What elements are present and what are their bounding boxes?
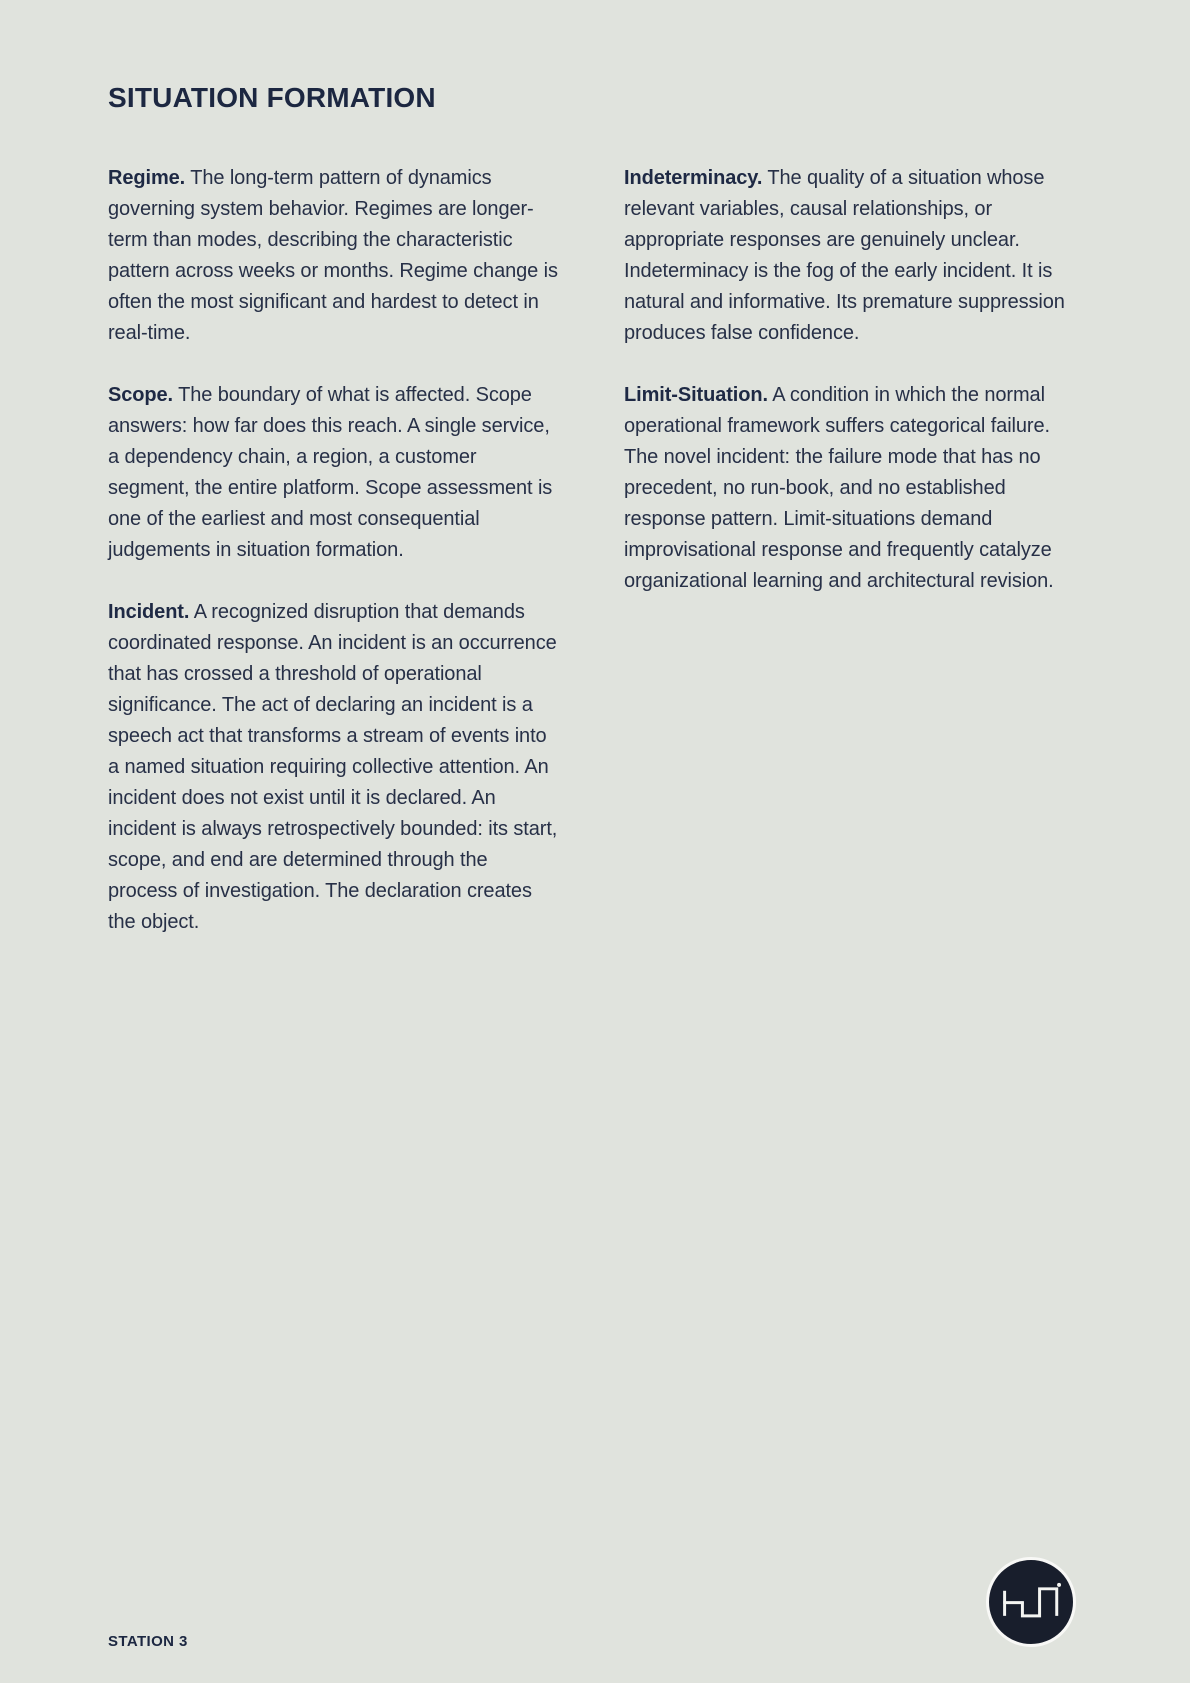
station-label: STATION 3 [108, 1633, 188, 1650]
right-column [624, 163, 1076, 938]
definition-term: Limit-Situation. [624, 384, 768, 406]
definition-term: Incident. [108, 601, 190, 623]
definition-term: Regime. [108, 167, 186, 189]
definition-incident [108, 597, 560, 938]
definition-columns [108, 163, 1078, 938]
definition-indeterminacy [624, 163, 1076, 349]
definition-term: Indeterminacy. [624, 167, 763, 189]
document-page [108, 82, 1078, 938]
hua-monogram-icon [998, 1582, 1064, 1622]
definition-term: Scope. [108, 384, 173, 406]
definition-text: The long-term pattern of dynamics governing system behavior. Regimes are longer-term than modes, describing the characteristic pattern across weeks or months. Regime change is often the most significant and hardest to detect in real-time. [108, 167, 558, 344]
definition-regime [108, 163, 560, 349]
left-column [108, 163, 560, 938]
definition-text: The boundary of what is affected. Scope answers: how far does this reach. A single service, a dependency chain, a region, a customer segment, the entire platform. Scope assessment is one of the earliest and most consequential judgements in situation formation. [108, 384, 553, 561]
definition-text: The quality of a situation whose relevant variables, causal relationships, or appropriate responses are genuinely unclear. Indeterminacy is the fog of the early incident. It is natural and informative. Its premature suppression produces false confidence. [624, 167, 1065, 344]
hua-logo [986, 1557, 1076, 1647]
page-title: SITUATION FORMATION [108, 82, 436, 113]
definition-text: A recognized disruption that demands coordinated response. An incident is an occurrence that has crossed a threshold of operational significance. The act of declaring an incident is a speech act that transforms a stream of events into a named situation requiring collective attention. An incident does not exist until it is declared. An incident is always retrospectively bounded: its start, scope, and end are determined through the process of investigation. The declaration creates the object. [108, 601, 558, 933]
definition-scope [108, 380, 560, 566]
definition-text: A condition in which the normal operational framework suffers categorical failure. The novel incident: the failure mode that has no precedent, no run-book, and no established response pattern. Limit-situations demand improvisational response and frequently catalyze organizational learning and architectural revision. [624, 384, 1054, 592]
definition-limit-situation [624, 380, 1076, 597]
